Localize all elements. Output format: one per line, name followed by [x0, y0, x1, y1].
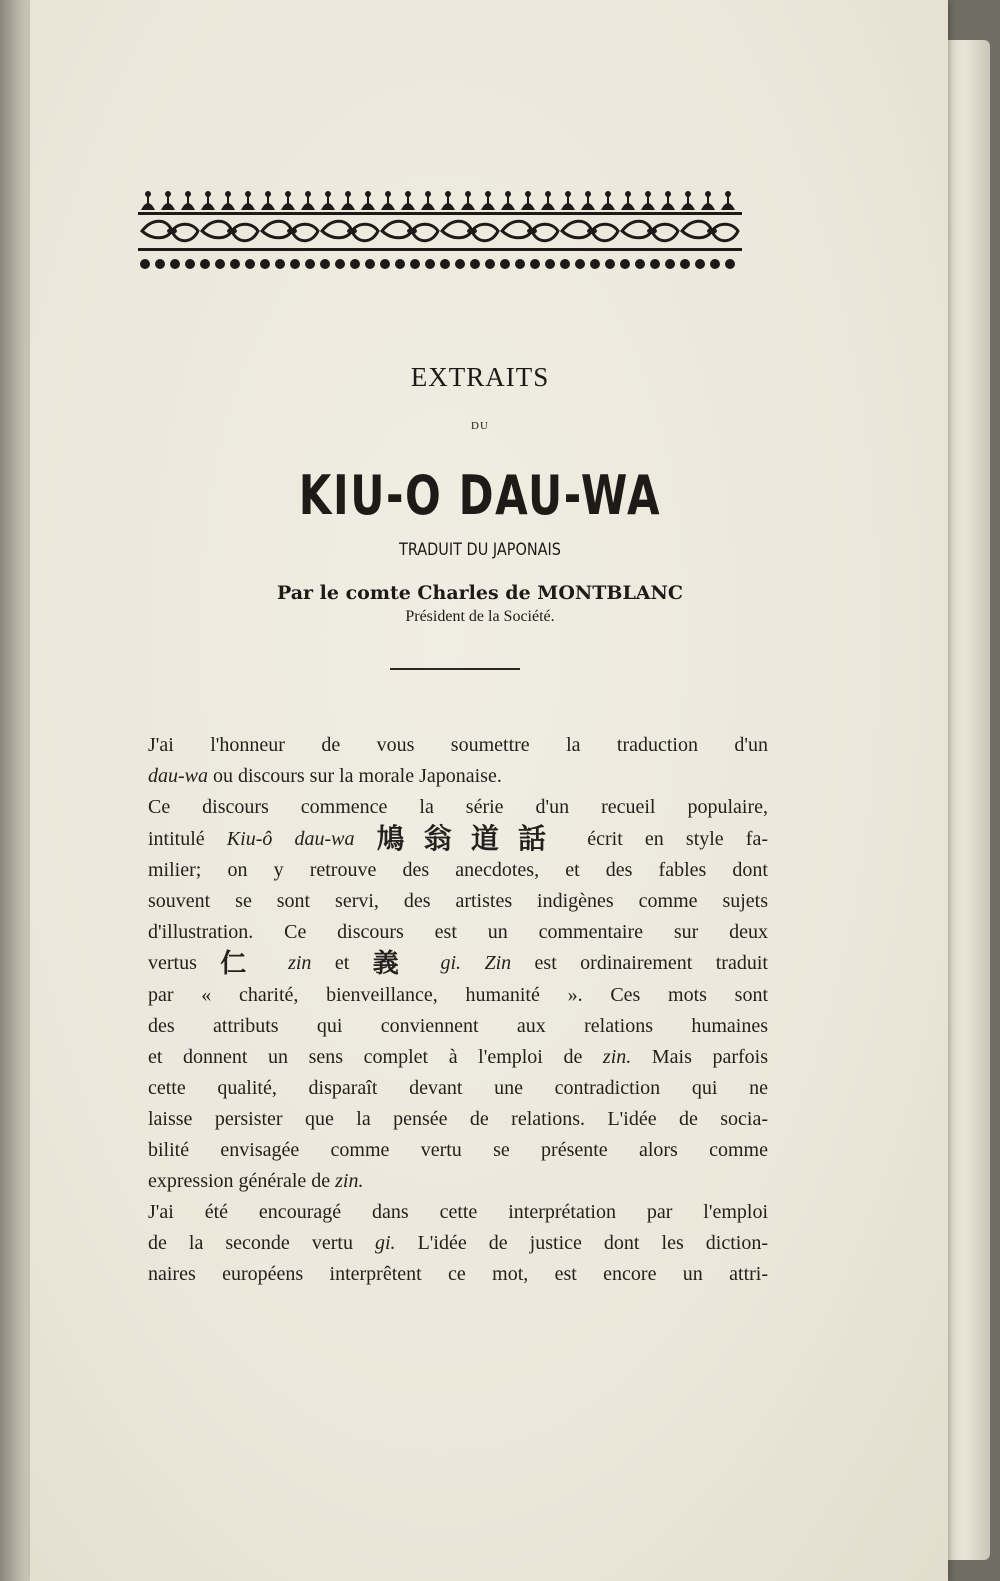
text-span: Mais parfois	[631, 1046, 768, 1068]
italic-term: gi. Zin	[440, 952, 512, 974]
author-line: Par le comte Charles de MONTBLANC	[276, 582, 684, 604]
kanji-gi: 義	[372, 949, 418, 979]
text-line: bilité envisagée comme vertu se présente alors comme	[148, 1139, 768, 1161]
paragraph-1	[148, 730, 768, 792]
heading-extraits: EXTRAITS	[410, 362, 550, 392]
text-line: souvent se sont servi, des artistes indigènes comme sujets	[148, 890, 768, 912]
italic-term: dau-wa	[148, 765, 208, 787]
text-line: Ce discours commence la série d'un recueil populaire,	[148, 796, 768, 818]
separator-rule	[390, 668, 520, 670]
text-line: d'illustration. Ce discours est un commentaire sur deux	[148, 921, 768, 943]
text-line	[148, 823, 768, 855]
text-line	[148, 1166, 768, 1197]
text-line: laisse persister que la pensée de relations. L'idée de socia-	[148, 1108, 768, 1130]
decorative-ornament-band	[138, 188, 742, 274]
book-page	[30, 0, 948, 1581]
text-span: intitulé	[148, 828, 227, 850]
kanji-zin: 仁	[220, 949, 265, 979]
paragraph-2	[148, 792, 768, 1197]
text-span: expression générale de	[148, 1170, 336, 1192]
italic-term: gi.	[374, 1232, 396, 1254]
text-line: J'ai été encouragé dans cette interprétation par l'emploi	[148, 1201, 768, 1223]
text-span: écrit en style fa-	[565, 828, 768, 850]
text-line: milier; on y retrouve des anecdotes, et des fables dont	[148, 859, 768, 881]
italic-term: Kiu-ô dau-wa	[226, 828, 355, 850]
text-line	[148, 761, 768, 792]
text-line: J'ai l'honneur de vous soumettre la traduction d'un	[148, 734, 768, 756]
text-span: de la seconde vertu	[148, 1232, 375, 1254]
italic-term: zin	[288, 952, 312, 974]
text-span: et	[311, 952, 373, 974]
book-spine	[0, 0, 34, 1581]
subtitle: TRADUIT DU JAPONAIS	[399, 540, 561, 560]
text-span: ou discours sur la morale Japonaise.	[208, 765, 502, 787]
text-line: des attributs qui conviennent aux relations humaines	[148, 1015, 768, 1037]
kanji-title: 鳩翁道話	[376, 822, 566, 855]
text-line: naires européens interprêtent ce mot, est encore un attri-	[148, 1263, 768, 1285]
page-title: KIU-O DAU-WA	[298, 464, 662, 527]
body-text	[148, 730, 768, 1290]
text-span: vertus	[148, 952, 221, 974]
author-role: Président de la Société.	[405, 608, 555, 625]
text-span: est ordinairement traduit	[511, 952, 768, 974]
italic-term: zin.	[335, 1170, 364, 1192]
text-line: cette qualité, disparaît devant une contradiction qui ne	[148, 1077, 768, 1099]
italic-term: zin.	[602, 1046, 632, 1068]
text-span: et donnent un sens complet à l'emploi de	[148, 1046, 603, 1068]
heading-du: DU	[471, 420, 489, 432]
text-line	[148, 1042, 768, 1073]
paragraph-3	[148, 1197, 768, 1290]
text-span: L'idée de justice dont les diction-	[395, 1232, 768, 1254]
text-line: par « charité, bienveillance, humanité ». Ces mots sont	[148, 984, 768, 1006]
text-line	[148, 948, 768, 980]
text-line	[148, 1228, 768, 1259]
